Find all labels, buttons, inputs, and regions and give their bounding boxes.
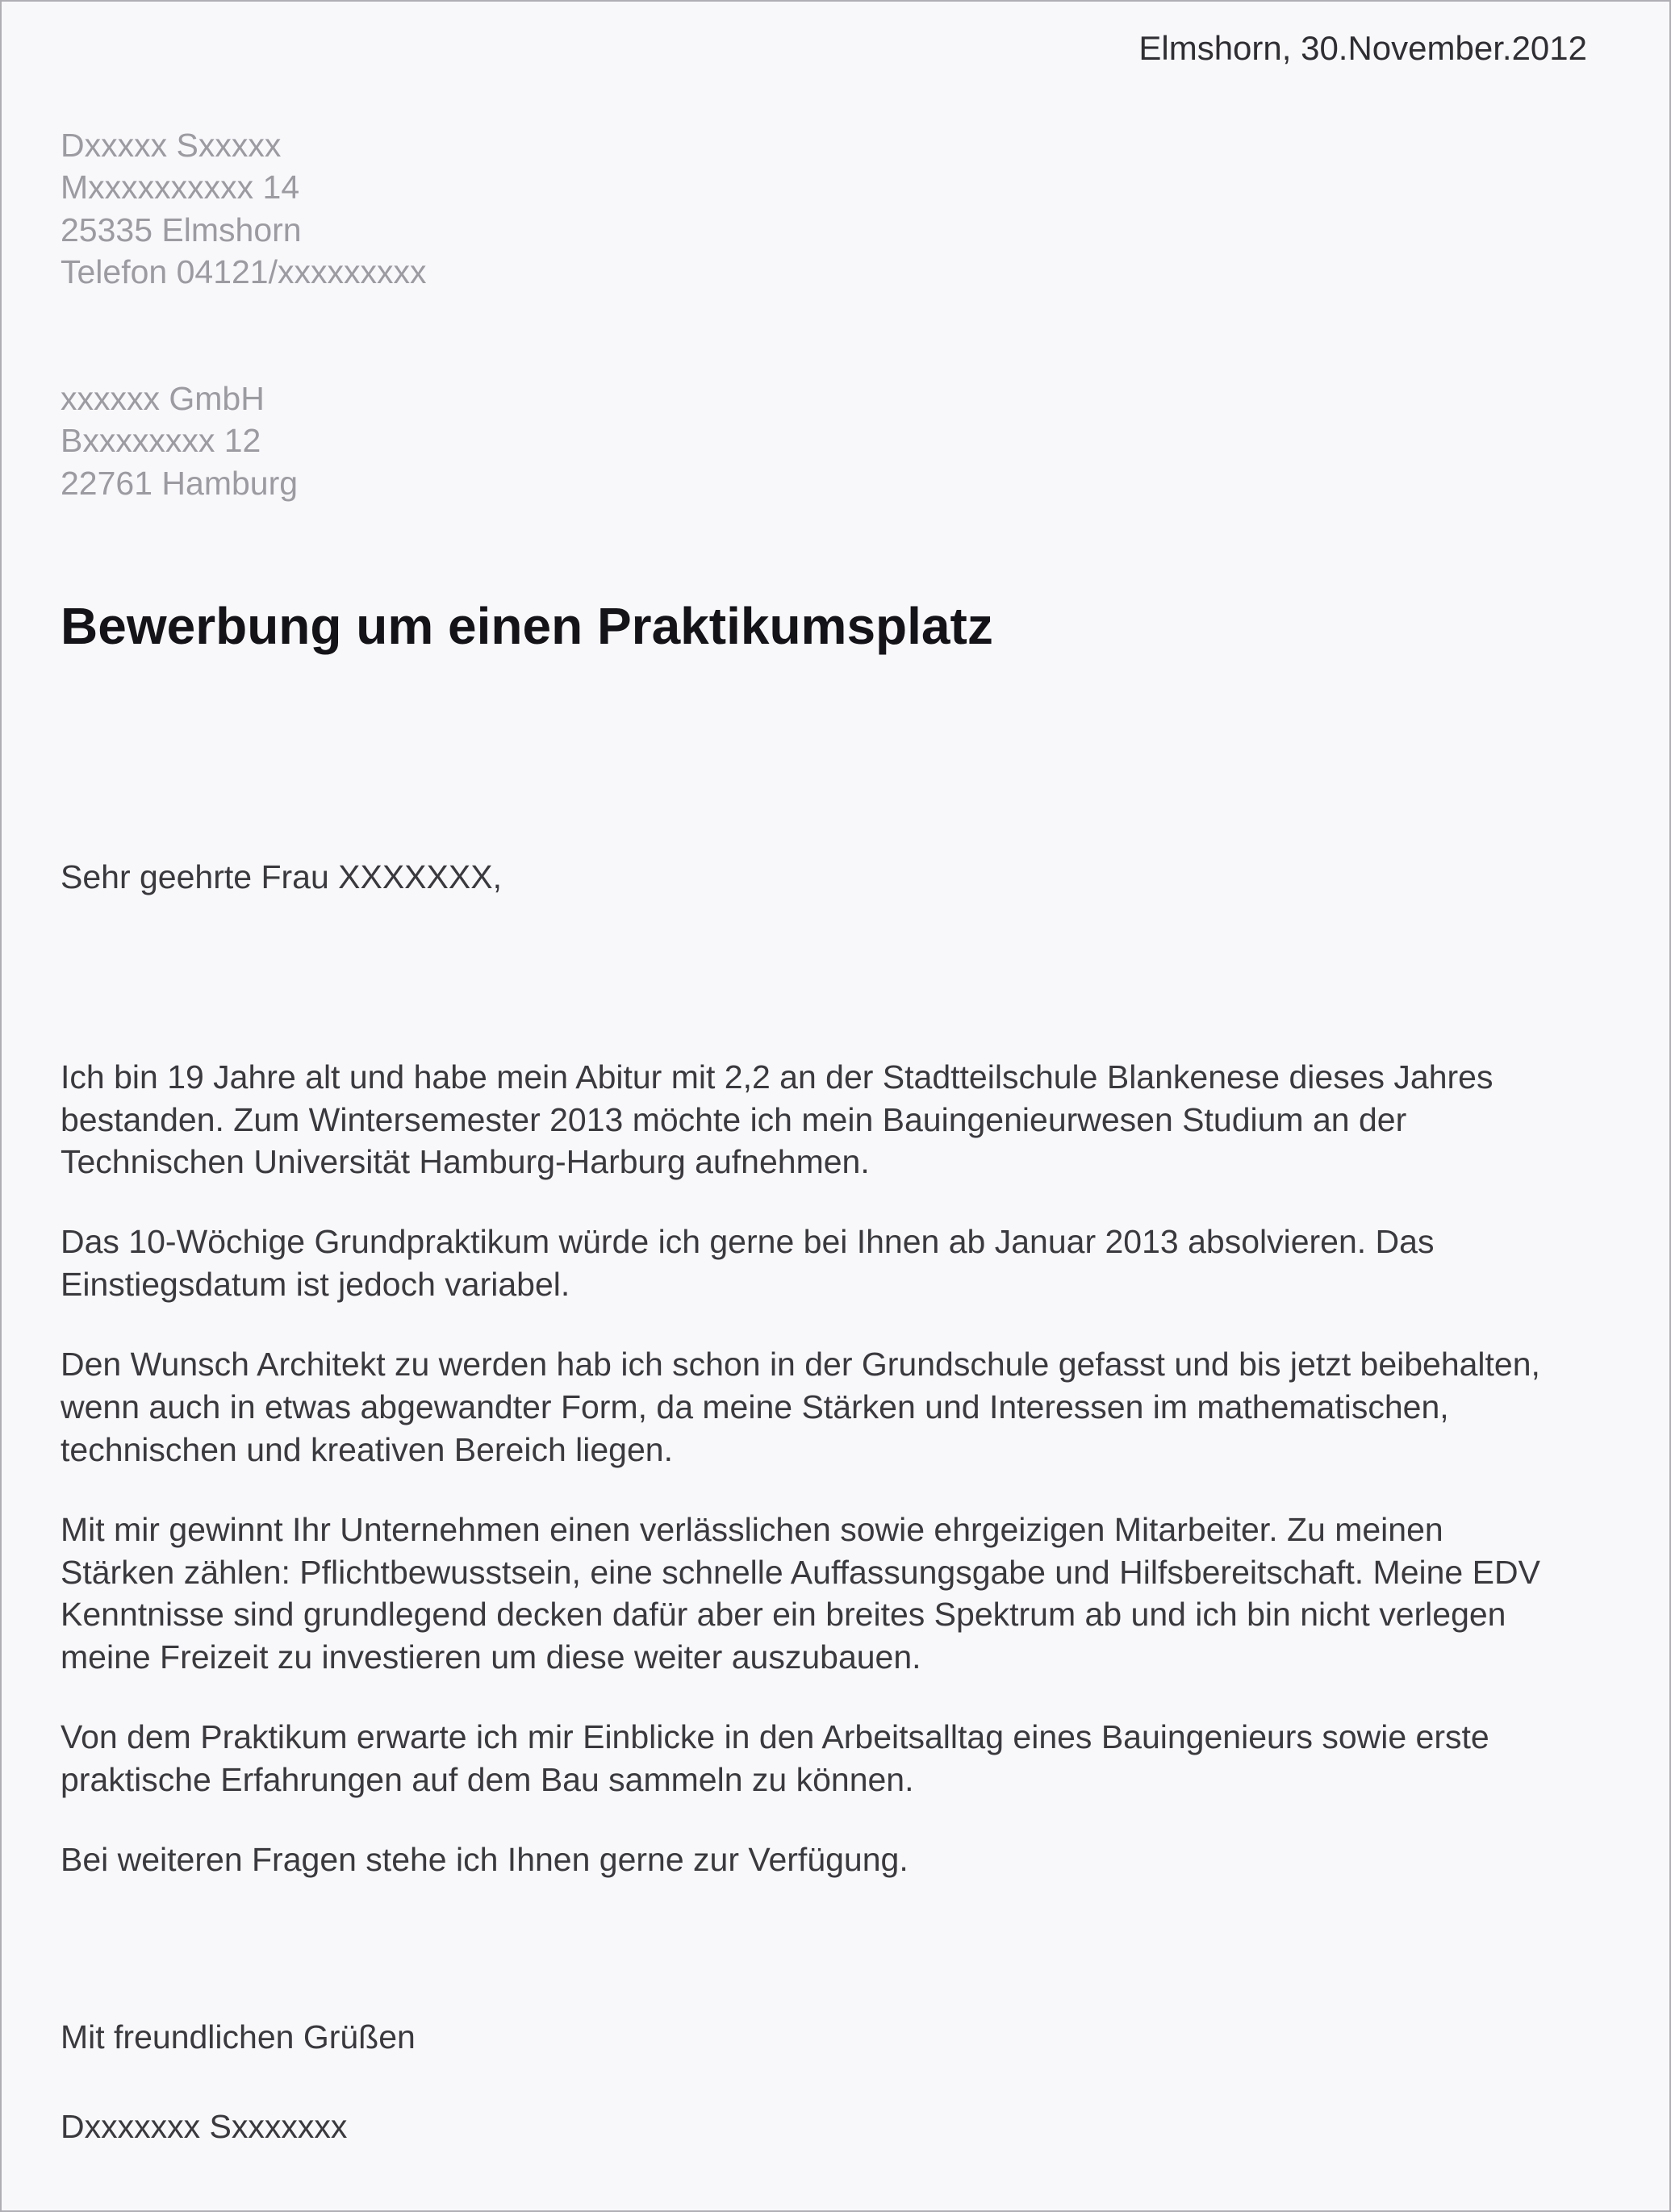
body-paragraph: Ich bin 19 Jahre alt und habe mein Abitur mit 2,2 an der Stadtteilschule Blankenese dieses Jahres bestanden. Zum Wintersemester 2013 möchte ich mein Bauingenieurwesen Studium an der Technischen Universität Hamburg-Harburg aufnehmen. <box>61 1058 1493 1181</box>
recipient-company: xxxxxx GmbH <box>61 379 265 417</box>
date-line: Elmshorn, 30.November.2012 <box>1138 29 1587 67</box>
body-paragraph: Von dem Praktikum erwarte ich mir Einblicke in den Arbeitsalltag eines Bauingenieurs sowie erste praktische Erfahrungen auf dem Bau sammeln zu können. <box>61 1718 1489 1799</box>
body-paragraph: Den Wunsch Architekt zu werden hab ich schon in der Grundschule gefasst und bis jetzt beibehalten, wenn auch in etwas abgewandter Form, da meine Stärken und Interessen im mathematischen, technischen und kreativen Bereich liegen. <box>61 1346 1540 1468</box>
sender-phone: Telefon 04121/xxxxxxxxx <box>61 253 427 291</box>
closing-line: Mit freundlichen Grüßen <box>61 2018 416 2055</box>
subject-heading: Bewerbung um einen Praktikumsplatz <box>61 597 993 656</box>
sender-block <box>61 124 1621 294</box>
recipient-street: Bxxxxxxxx 12 <box>61 422 261 460</box>
sender-name: Dxxxxx Sxxxxx <box>61 127 282 164</box>
signature-line: Dxxxxxxx Sxxxxxxx <box>61 2107 348 2145</box>
sender-street: Mxxxxxxxxxx 14 <box>61 169 300 207</box>
body-paragraph: Mit mir gewinnt Ihr Unternehmen einen verlässlichen sowie ehrgeizigen Mitarbeiter. Zu meinen Stärken zählen: Pflichtbewusstsein, eine schnelle Auffassungsgabe und Hilfsbereitschaft. Meine EDV Kenntnisse sind grundlegend decken dafür aber ein breites Spektrum ab und ich bin nicht verlegen meine Freizeit zu investieren um diese weiter auszubauen. <box>61 1510 1540 1676</box>
sender-city: 25335 Elmshorn <box>61 211 302 248</box>
body-paragraph: Das 10-Wöchige Grundpraktikum würde ich gerne bei Ihnen ab Januar 2013 absolvieren. Das Einstiegsdatum ist jedoch variabel. <box>61 1223 1435 1304</box>
recipient-block <box>61 378 1621 504</box>
recipient-city: 22761 Hamburg <box>61 464 299 502</box>
salutation-line: Sehr geehrte Frau XXXXXXX, <box>61 858 502 895</box>
letter-body <box>61 1056 1557 1881</box>
body-paragraph: Bei weiteren Fragen stehe ich Ihnen gerne zur Verfügung. <box>61 1840 909 1878</box>
